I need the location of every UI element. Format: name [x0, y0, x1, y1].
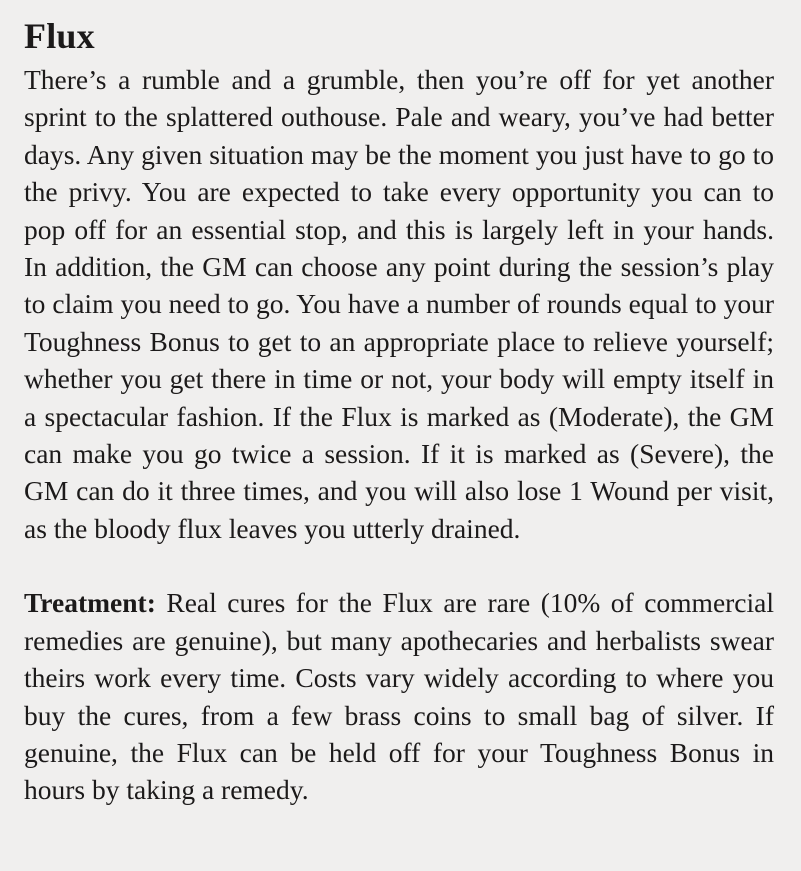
- treatment-text: Real cures for the Flux are rare (10% of commercial remedies are genuine), but many apothecaries and herbalists swear theirs work every time. Costs vary widely according to where you buy the cures, from a few brass coins to small bag of silver. If genuine, the Flux can be held off for your Toughness Bonus in hours by taking a remedy.: [24, 587, 774, 806]
- paragraph-spacer: [24, 547, 774, 584]
- section-title: Flux: [24, 16, 95, 56]
- treatment-paragraph: [24, 584, 774, 808]
- description-paragraph: There’s a rumble and a grumble, then you’re off for yet another sprint to the splattered outhouse. Pale and weary, you’ve had better days. Any given situation may be the moment you just have to go to the privy. You are expected to take every opportunity you can to pop off for an essential stop, and this is largely left in your hands. In addition, the GM can choose any point during the session’s play to claim you need to go. You have a number of rounds equal to your Toughness Bonus to get to an appropriate place to relieve yourself; whether you get there in time or not, your body will empty itself in a spectacular fashion. If the Flux is marked as (Moderate), the GM can make you go twice a session. If it is marked as (Severe), the GM can do it three times, and you will also lose 1 Wound per visit, as the bloody flux leaves you utterly drained.: [24, 64, 774, 544]
- treatment-label: Treatment:: [24, 587, 156, 619]
